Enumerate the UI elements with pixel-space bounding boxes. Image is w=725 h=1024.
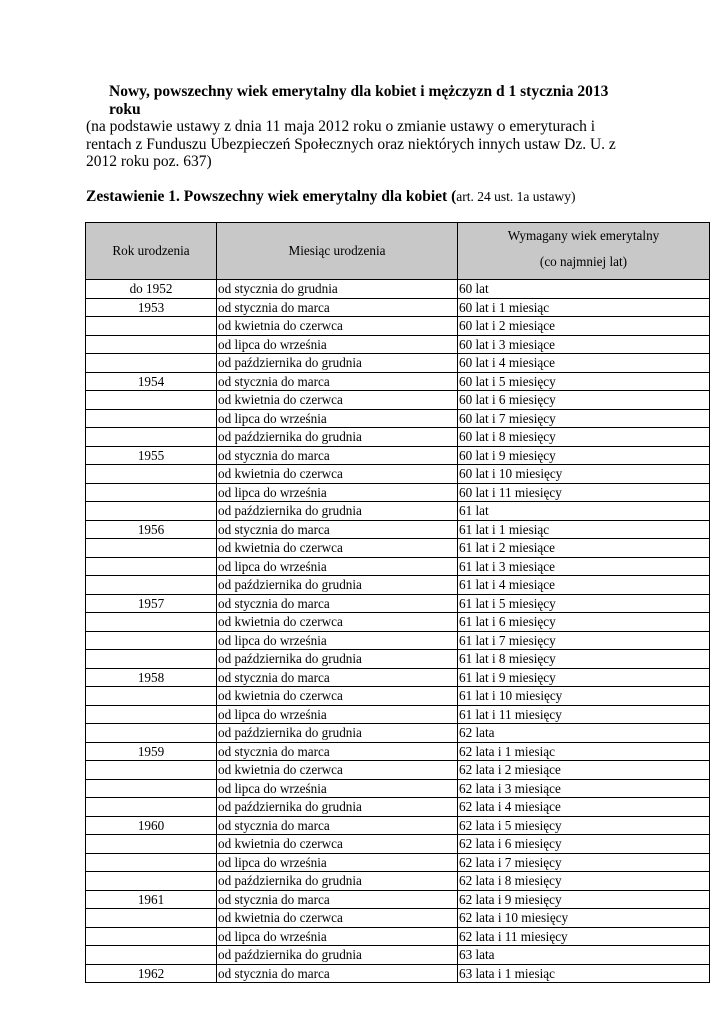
birth-year-cell: 1954 (86, 372, 217, 391)
table-row (86, 317, 710, 336)
required-age-cell: 63 lata i 1 miesiąc (458, 964, 710, 983)
birth-year-cell (86, 631, 217, 650)
table-row (86, 927, 710, 946)
birth-year-cell (86, 853, 217, 872)
required-age-cell: 62 lata i 8 miesięcy (458, 872, 710, 891)
birth-month-cell: od lipca do września (217, 557, 458, 576)
birth-month-cell: od lipca do września (217, 483, 458, 502)
table-row (86, 613, 710, 632)
table-row (86, 668, 710, 687)
header-birth-year: Rok urodzenia (86, 223, 217, 280)
required-age-cell: 61 lat i 1 miesiąc (458, 520, 710, 539)
table-row (86, 335, 710, 354)
table-row (86, 446, 710, 465)
birth-month-cell: od lipca do września (217, 335, 458, 354)
table-row (86, 631, 710, 650)
table-row (86, 539, 710, 558)
required-age-cell: 60 lat i 7 miesięcy (458, 409, 710, 428)
birth-month-cell: od kwietnia do czerwca (217, 465, 458, 484)
birth-year-cell (86, 483, 217, 502)
birth-month-cell: od stycznia do marca (217, 446, 458, 465)
birth-year-cell (86, 798, 217, 817)
required-age-cell: 60 lat i 2 miesiące (458, 317, 710, 336)
header-required-age-line2: (co najmniej lat) (539, 254, 628, 269)
required-age-cell: 60 lat (458, 280, 710, 299)
birth-month-cell: od października do grudnia (217, 576, 458, 595)
birth-month-cell: od stycznia do marca (217, 816, 458, 835)
table-row (86, 909, 710, 928)
birth-month-cell: od października do grudnia (217, 798, 458, 817)
birth-year-cell: 1955 (86, 446, 217, 465)
birth-year-cell: 1959 (86, 742, 217, 761)
birth-year-cell (86, 391, 217, 410)
birth-year-cell (86, 724, 217, 743)
birth-month-cell: od stycznia do marca (217, 890, 458, 909)
required-age-cell: 61 lat i 7 miesięcy (458, 631, 710, 650)
table-row (86, 354, 710, 373)
birth-year-cell (86, 557, 217, 576)
table-row (86, 946, 710, 965)
document-title: Nowy, powszechny wiek emerytalny dla kobiet i mężczyzn d 1 stycznia 2013 roku (109, 83, 609, 118)
required-age-cell: 61 lat i 8 miesięcy (458, 650, 710, 669)
birth-month-cell: od października do grudnia (217, 428, 458, 447)
birth-year-cell (86, 576, 217, 595)
birth-month-cell: od stycznia do grudnia (217, 280, 458, 299)
header-birth-month: Miesiąc urodzenia (217, 223, 458, 280)
table-row (86, 687, 710, 706)
birth-month-cell: od kwietnia do czerwca (217, 687, 458, 706)
birth-month-cell: od lipca do września (217, 409, 458, 428)
birth-month-cell: od stycznia do marca (217, 520, 458, 539)
birth-month-cell: od kwietnia do czerwca (217, 391, 458, 410)
birth-year-cell (86, 650, 217, 669)
table-row (86, 298, 710, 317)
required-age-cell: 61 lat i 10 miesięcy (458, 687, 710, 706)
required-age-cell: 61 lat i 6 miesięcy (458, 613, 710, 632)
table-row (86, 409, 710, 428)
required-age-cell: 62 lata i 3 miesiące (458, 779, 710, 798)
birth-year-cell (86, 909, 217, 928)
table-row (86, 816, 710, 835)
table-row (86, 576, 710, 595)
required-age-cell: 62 lata i 10 miesięcy (458, 909, 710, 928)
birth-month-cell: od października do grudnia (217, 650, 458, 669)
table-body (86, 280, 710, 983)
required-age-cell: 61 lat i 11 miesięcy (458, 705, 710, 724)
table-row (86, 964, 710, 983)
document-heading (86, 83, 641, 171)
birth-month-cell: od kwietnia do czerwca (217, 835, 458, 854)
birth-year-cell (86, 779, 217, 798)
header-required-age-line1: Wymagany wiek emerytalny (507, 228, 660, 243)
birth-month-cell: od stycznia do marca (217, 964, 458, 983)
table-row (86, 428, 710, 447)
birth-month-cell: od stycznia do marca (217, 594, 458, 613)
table-row (86, 594, 710, 613)
table-row (86, 853, 710, 872)
birth-year-cell (86, 409, 217, 428)
required-age-cell: 61 lat i 3 miesiące (458, 557, 710, 576)
required-age-cell: 61 lat (458, 502, 710, 521)
table-row (86, 502, 710, 521)
birth-month-cell: od lipca do września (217, 927, 458, 946)
birth-month-cell: od kwietnia do czerwca (217, 909, 458, 928)
required-age-cell: 60 lat i 5 miesięcy (458, 372, 710, 391)
table-row (86, 280, 710, 299)
birth-year-cell (86, 502, 217, 521)
header-required-age (458, 223, 710, 280)
birth-month-cell: od lipca do września (217, 631, 458, 650)
table-row (86, 391, 710, 410)
required-age-cell: 62 lata i 5 miesięcy (458, 816, 710, 835)
birth-month-cell: od stycznia do marca (217, 742, 458, 761)
required-age-cell: 60 lat i 3 miesiące (458, 335, 710, 354)
table-row (86, 724, 710, 743)
required-age-cell: 62 lata i 4 miesiące (458, 798, 710, 817)
birth-year-cell: 1961 (86, 890, 217, 909)
required-age-cell: 62 lata i 9 miesięcy (458, 890, 710, 909)
birth-month-cell: od lipca do września (217, 853, 458, 872)
table-row (86, 798, 710, 817)
required-age-cell: 61 lat i 4 miesiące (458, 576, 710, 595)
birth-year-cell: 1953 (86, 298, 217, 317)
required-age-cell: 60 lat i 1 miesiąc (458, 298, 710, 317)
birth-year-cell (86, 335, 217, 354)
birth-month-cell: od lipca do września (217, 705, 458, 724)
table-caption-bold: Zestawienie 1. Powszechny wiek emerytalny dla kobiet ( (86, 188, 457, 205)
birth-year-cell (86, 705, 217, 724)
birth-month-cell: od stycznia do marca (217, 298, 458, 317)
table-row (86, 465, 710, 484)
birth-year-cell: 1960 (86, 816, 217, 835)
birth-year-cell: 1962 (86, 964, 217, 983)
table-header-row (86, 223, 710, 280)
birth-month-cell: od kwietnia do czerwca (217, 317, 458, 336)
birth-year-cell (86, 539, 217, 558)
birth-year-cell: 1958 (86, 668, 217, 687)
required-age-cell: 62 lata i 11 miesięcy (458, 927, 710, 946)
required-age-cell: 60 lat i 4 miesiące (458, 354, 710, 373)
table-row (86, 557, 710, 576)
required-age-cell: 62 lata (458, 724, 710, 743)
birth-month-cell: od października do grudnia (217, 946, 458, 965)
legal-basis: (na podstawie ustawy z dnia 11 maja 2012 roku o zmianie ustawy o emeryturach i rentach z Funduszu Ubezpieczeń Społecznych oraz niektórych innych ustaw Dz. U. z 2012 roku poz. 637) (86, 118, 616, 171)
table-row (86, 779, 710, 798)
birth-month-cell: od kwietnia do czerwca (217, 613, 458, 632)
required-age-cell: 60 lat i 11 miesięcy (458, 483, 710, 502)
required-age-cell: 61 lat i 2 miesiące (458, 539, 710, 558)
birth-year-cell (86, 872, 217, 891)
retirement-age-table (85, 222, 710, 983)
birth-year-cell (86, 613, 217, 632)
required-age-cell: 62 lata i 1 miesiąc (458, 742, 710, 761)
table-row (86, 872, 710, 891)
required-age-cell: 63 lata (458, 946, 710, 965)
birth-year-cell (86, 428, 217, 447)
table-row (86, 761, 710, 780)
birth-month-cell: od stycznia do marca (217, 372, 458, 391)
birth-year-cell: do 1952 (86, 280, 217, 299)
birth-month-cell: od października do grudnia (217, 724, 458, 743)
table-row (86, 890, 710, 909)
required-age-cell: 60 lat i 6 miesięcy (458, 391, 710, 410)
table-row (86, 835, 710, 854)
table-row (86, 372, 710, 391)
table-caption-reference: art. 24 ust. 1a ustawy) (456, 189, 576, 204)
birth-year-cell (86, 835, 217, 854)
birth-month-cell: od kwietnia do czerwca (217, 539, 458, 558)
birth-month-cell: od października do grudnia (217, 872, 458, 891)
required-age-cell: 60 lat i 9 miesięcy (458, 446, 710, 465)
birth-year-cell (86, 465, 217, 484)
table-row (86, 520, 710, 539)
required-age-cell: 62 lata i 2 miesiące (458, 761, 710, 780)
required-age-cell: 61 lat i 5 miesięcy (458, 594, 710, 613)
required-age-cell: 61 lat i 9 miesięcy (458, 668, 710, 687)
birth-month-cell: od kwietnia do czerwca (217, 761, 458, 780)
birth-year-cell (86, 317, 217, 336)
table-row (86, 742, 710, 761)
required-age-cell: 60 lat i 10 miesięcy (458, 465, 710, 484)
birth-month-cell: od stycznia do marca (217, 668, 458, 687)
required-age-cell: 62 lata i 6 miesięcy (458, 835, 710, 854)
birth-year-cell (86, 687, 217, 706)
birth-year-cell: 1957 (86, 594, 217, 613)
birth-month-cell: od października do grudnia (217, 502, 458, 521)
required-age-cell: 60 lat i 8 miesięcy (458, 428, 710, 447)
birth-year-cell (86, 927, 217, 946)
birth-month-cell: od października do grudnia (217, 354, 458, 373)
birth-year-cell (86, 946, 217, 965)
table-row (86, 483, 710, 502)
required-age-cell: 62 lata i 7 miesięcy (458, 853, 710, 872)
birth-year-cell (86, 354, 217, 373)
birth-month-cell: od lipca do września (217, 779, 458, 798)
table-row (86, 650, 710, 669)
birth-year-cell (86, 761, 217, 780)
table-row (86, 705, 710, 724)
table-caption (86, 188, 666, 206)
birth-year-cell: 1956 (86, 520, 217, 539)
